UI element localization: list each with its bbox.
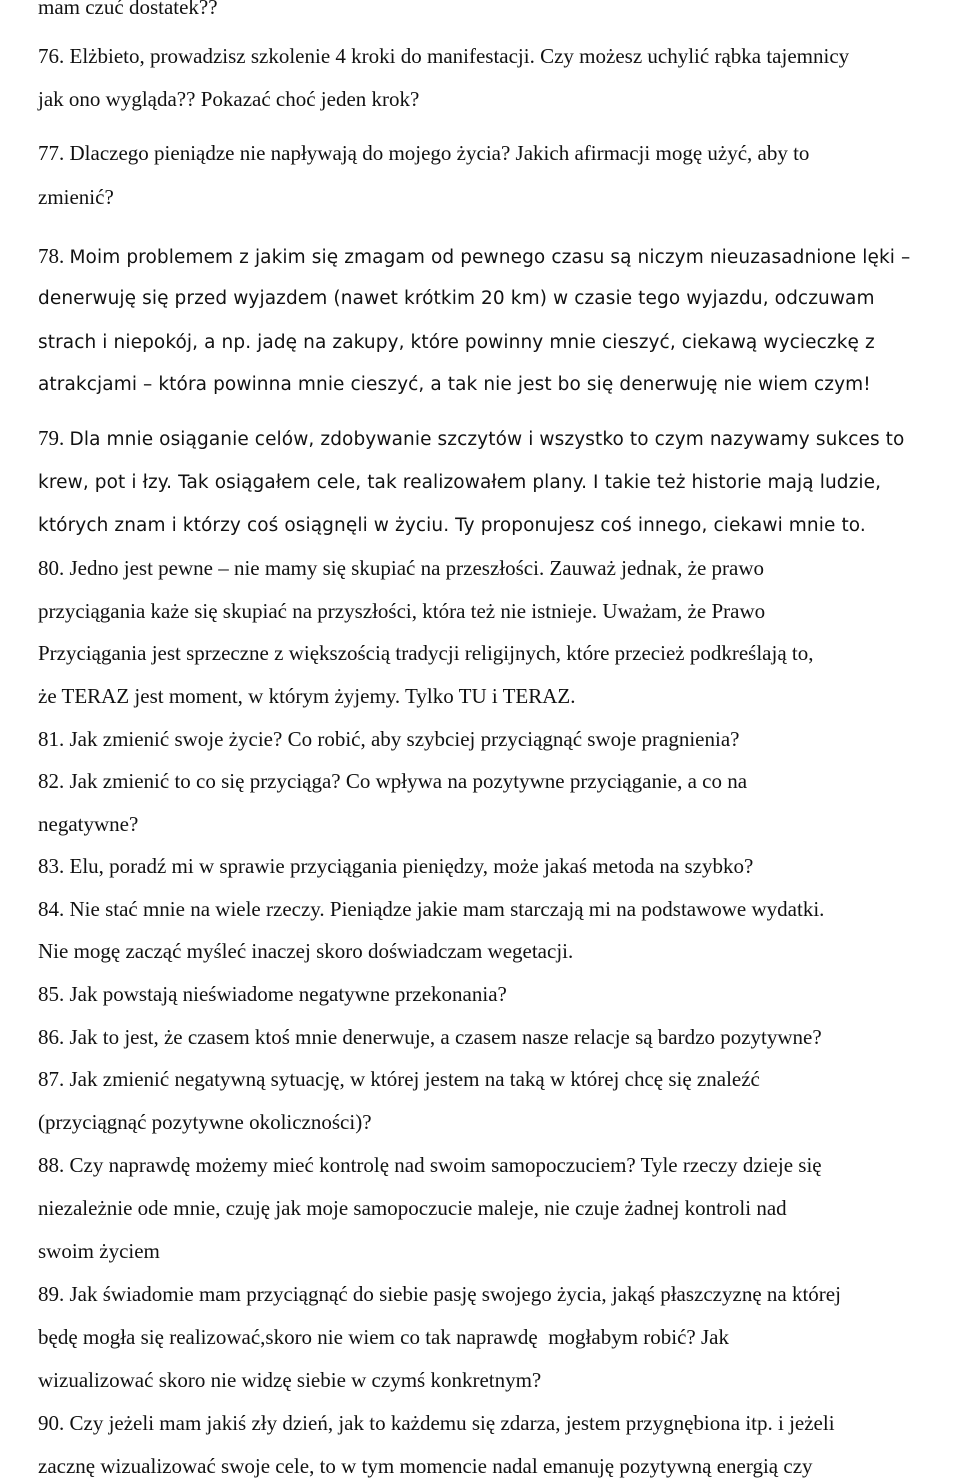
line-text: Nie mogę zacząć myśleć inaczej skoro doświadczam wegetacji.	[38, 939, 574, 963]
text-line	[38, 683, 575, 709]
line-text: 89. Jak świadomie mam przyciągnąć do siebie pasję swojego życia, jakąś płaszczyznę na której	[38, 1282, 841, 1306]
line-text: 86. Jak to jest, że czasem ktoś mnie denerwuje, a czasem nasze relacje są bardzo pozytywne?	[38, 1025, 822, 1049]
text-line	[38, 726, 739, 752]
line-text: 85. Jak powstają nieświadome negatywne przekonania?	[38, 982, 507, 1006]
line-text: 84. Nie stać mnie na wiele rzeczy. Pieniądze jakie mam starczają mi na podstawowe wydatki.	[38, 897, 825, 921]
line-text: 78.	[38, 244, 70, 268]
line-text: wizualizować skoro nie widzę siebie w czymś konkretnym?	[38, 1368, 542, 1392]
text-line	[38, 811, 138, 837]
line-text: niezależnie ode mnie, czuję jak moje samopoczucie maleje, nie czuje żadnej kontroli nad	[38, 1196, 787, 1220]
text-line	[38, 555, 764, 581]
text-line	[38, 1324, 729, 1350]
line-text: zacznę wizualizować swoje cele, to w tym momencie nadal emanuję pozytywną energią czy	[38, 1454, 813, 1478]
text-line	[38, 468, 881, 496]
line-text: 77. Dlaczego pieniądze nie napływają do mojego życia? Jakich afirmacji mogę użyć, aby to	[38, 141, 810, 165]
text-line	[38, 511, 866, 539]
text-line	[38, 1238, 160, 1264]
line-text: 80. Jedno jest pewne – nie mamy się skupiać na przeszłości. Zauważ jednak, że prawo	[38, 556, 764, 580]
text-line	[38, 1109, 372, 1135]
line-text: swoim życiem	[38, 1239, 160, 1263]
text-line	[38, 1410, 835, 1436]
text-line	[38, 938, 573, 964]
text-line	[38, 284, 875, 312]
text-line	[38, 981, 507, 1007]
text-line	[38, 184, 114, 210]
line-text: 90. Czy jeżeli mam jakiś zły dzień, jak to każdemu się zdarza, jestem przygnębiona itp. i jeżeli	[38, 1411, 835, 1435]
text-line	[38, 640, 813, 666]
text-line	[38, 328, 875, 356]
text-line	[38, 43, 849, 69]
line-text-sans: denerwuję się przed wyjazdem (nawet krótkim 20 km) w czasie tego wyjazdu, odczuwam	[38, 288, 875, 309]
text-line	[38, 768, 747, 794]
line-text-sans: Moim problemem z jakim się zmagam od pewnego czasu są niczym nieuzasadnione lęki –	[69, 247, 911, 268]
text-line	[38, 86, 419, 112]
line-text: zmienić?	[38, 185, 114, 209]
line-text-sans: strach i niepokój, a np. jadę na zakupy, które powinny mnie cieszyć, ciekawą wycieczkę z	[38, 332, 875, 353]
text-line	[38, 1152, 822, 1178]
line-text: 76. Elżbieto, prowadzisz szkolenie 4 kroki do manifestacji. Czy możesz uchylić rąbka tajemnicy	[38, 44, 850, 68]
text-line	[38, 243, 910, 271]
line-text: 79.	[38, 426, 70, 450]
text-line	[38, 598, 765, 624]
line-text: (przyciągnąć pozytywne okoliczności)?	[38, 1110, 372, 1134]
line-text-sans: atrakcjami – która powinna mnie cieszyć, a tak nie jest bo się denerwuję nie wiem czym!	[38, 374, 871, 395]
text-line	[38, 853, 753, 879]
line-text: przyciągania każe się skupiać na przyszłości, która też nie istnieje. Uważam, że Prawo	[38, 599, 766, 623]
line-text-sans: krew, pot i łzy. Tak osiągałem cele, tak realizowałem plany. I takie też historie mają ludzie,	[38, 472, 882, 493]
line-text: będę mogła się realizować,skoro nie wiem co tak naprawdę mogłabym robić? Jak	[38, 1325, 730, 1349]
line-text-sans: których znam i którzy coś osiągnęli w życiu. Ty proponujesz coś innego, ciekawi mnie to.	[38, 515, 866, 536]
line-text: 81. Jak zmienić swoje życie? Co robić, aby szybciej przyciągnąć swoje pragnienia?	[38, 727, 740, 751]
line-text: jak ono wygląda?? Pokazać choć jeden krok?	[38, 87, 420, 111]
text-line	[38, 0, 218, 20]
line-text: że TERAZ jest moment, w którym żyjemy. Tylko TU i TERAZ.	[38, 684, 576, 708]
line-text: 82. Jak zmienić to co się przyciąga? Co wpływa na pozytywne przyciąganie, a co na	[38, 769, 748, 793]
line-text: 88. Czy naprawdę możemy mieć kontrolę nad swoim samopoczuciem? Tyle rzeczy dzieje się	[38, 1153, 822, 1177]
line-text: 87. Jak zmienić negatywną sytuację, w której jestem na taką w której chcę się znaleźć	[38, 1067, 760, 1091]
text-line	[38, 425, 904, 453]
line-text: 83. Elu, poradź mi w sprawie przyciągania pieniędzy, może jakaś metoda na szybko?	[38, 854, 754, 878]
line-text: mam czuć dostatek??	[38, 0, 218, 19]
text-line	[38, 1453, 813, 1479]
line-text: negatywne?	[38, 812, 139, 836]
text-line	[38, 1281, 841, 1307]
line-text-sans: Dla mnie osiąganie celów, zdobywanie szczytów i wszystko to czym nazywamy sukces to	[69, 429, 905, 450]
text-line	[38, 1195, 787, 1221]
text-line	[38, 1066, 760, 1092]
text-line	[38, 896, 824, 922]
text-line	[38, 140, 809, 166]
text-line	[38, 1024, 822, 1050]
text-line	[38, 370, 871, 398]
text-line	[38, 1367, 541, 1393]
line-text: Przyciągania jest sprzeczne z większością tradycji religijnych, które przecież podkreślają to,	[38, 641, 814, 665]
